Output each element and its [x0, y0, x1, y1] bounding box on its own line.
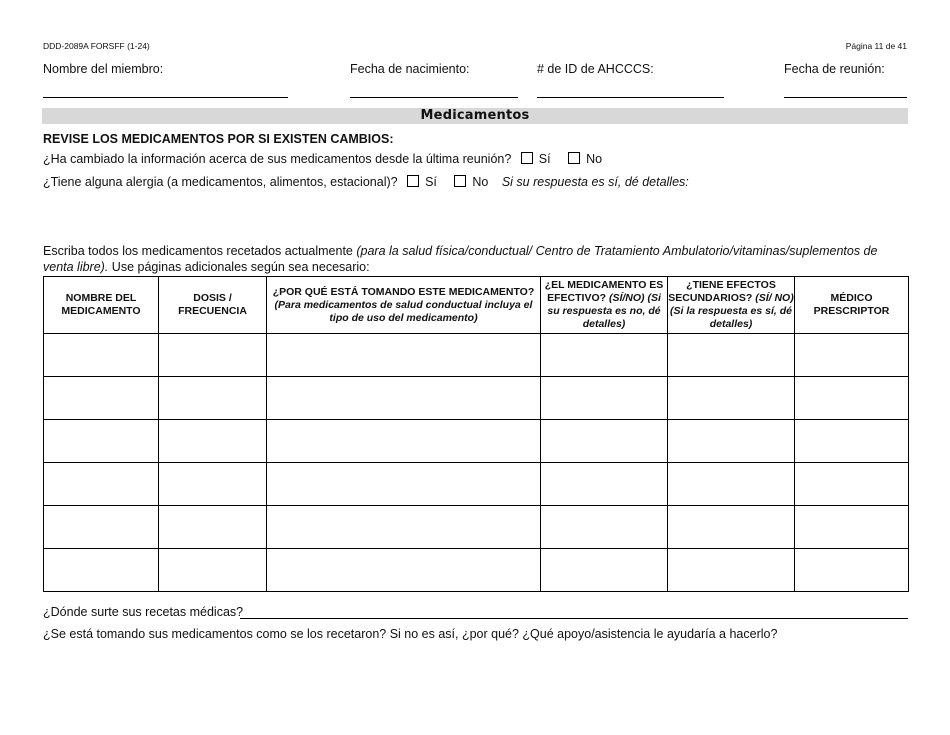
table-row — [44, 506, 909, 549]
col-header-dose — [159, 277, 267, 334]
medications-instructions — [43, 243, 903, 275]
medications-table — [43, 276, 909, 592]
question-med-changes-text: ¿Ha cambiado la información acerca de sus medicamentos desde la última reunión? — [43, 152, 512, 166]
table-cell[interactable] — [159, 377, 267, 420]
col-header-med-name — [44, 277, 159, 334]
col-header-effective — [541, 277, 668, 334]
table-cell[interactable] — [541, 463, 668, 506]
table-cell[interactable] — [44, 377, 159, 420]
table-cell[interactable] — [159, 549, 267, 592]
ahcccs-id-label: # de ID de AHCCCS: — [537, 62, 654, 76]
table-row — [44, 549, 909, 592]
table-cell[interactable] — [541, 377, 668, 420]
table-cell[interactable] — [668, 377, 795, 420]
question-allergies-text: ¿Tiene alguna alergia (a medicamentos, alimentos, estacional)? — [43, 175, 398, 189]
table-cell[interactable] — [267, 334, 541, 377]
table-row — [44, 334, 909, 377]
table-cell[interactable] — [44, 420, 159, 463]
table-cell[interactable] — [267, 506, 541, 549]
col-header-effective-text: ¿EL MEDICAMENTO ES EFECTIVO? — [544, 279, 664, 304]
dob-input[interactable] — [350, 97, 518, 98]
table-header-row — [44, 277, 909, 334]
col-header-side-effects-text: ¿TIENE EFECTOS SECUNDARIOS? — [668, 279, 776, 304]
table-cell[interactable] — [668, 420, 795, 463]
table-cell[interactable] — [668, 334, 795, 377]
table-cell[interactable] — [668, 506, 795, 549]
member-name-input[interactable] — [43, 97, 288, 98]
yes-label: Sí — [538, 152, 551, 166]
question-allergies — [43, 175, 689, 189]
no-label: No — [586, 152, 603, 166]
col-header-effective-note: (SÍ/NO) (Si su respuesta es no, dé detalles) — [547, 292, 661, 330]
col-header-prescriber — [795, 277, 909, 334]
table-cell[interactable] — [795, 463, 909, 506]
col-header-med-name-text: NOMBRE DEL MEDICAMENTO — [61, 292, 141, 317]
table-cell[interactable] — [541, 420, 668, 463]
table-cell[interactable] — [159, 463, 267, 506]
table-cell[interactable] — [795, 420, 909, 463]
table-row — [44, 420, 909, 463]
table-cell[interactable] — [795, 377, 909, 420]
allergies-yes-checkbox[interactable] — [407, 175, 419, 187]
table-row — [44, 377, 909, 420]
table-cell[interactable] — [267, 377, 541, 420]
section-title: Medicamentos — [42, 108, 908, 124]
pharmacy-input[interactable] — [240, 618, 908, 619]
col-header-prescriber-text: MÉDICO PRESCRIPTOR — [813, 292, 890, 317]
member-name-label: Nombre del miembro: — [43, 62, 164, 76]
pharmacy-question: ¿Dónde surte sus recetas médicas? — [43, 605, 244, 619]
table-cell[interactable] — [267, 463, 541, 506]
med-changes-yes-checkbox[interactable] — [521, 152, 533, 164]
table-cell[interactable] — [795, 506, 909, 549]
table-cell[interactable] — [541, 334, 668, 377]
table-cell[interactable] — [795, 549, 909, 592]
table-cell[interactable] — [267, 549, 541, 592]
table-cell[interactable] — [668, 549, 795, 592]
adherence-answer-area[interactable] — [43, 645, 908, 715]
meeting-date-input[interactable] — [784, 97, 907, 98]
allergies-detail-input[interactable] — [480, 190, 908, 230]
table-cell[interactable] — [159, 420, 267, 463]
col-header-side-effects — [668, 277, 795, 334]
allergies-no-checkbox[interactable] — [454, 175, 466, 187]
table-cell[interactable] — [541, 506, 668, 549]
table-row — [44, 463, 909, 506]
table-cell[interactable] — [44, 463, 159, 506]
meeting-date-label: Fecha de reunión: — [784, 62, 885, 76]
table-cell[interactable] — [541, 549, 668, 592]
col-header-side-effects-note: (SÍ/ NO) (Si la respuesta es sí, dé detalles) — [670, 292, 794, 330]
table-cell[interactable] — [267, 420, 541, 463]
med-changes-no-checkbox[interactable] — [568, 152, 580, 164]
instructions-prefix: Escriba todos los medicamentos recetados actualmente — [43, 244, 357, 258]
question-med-changes — [43, 152, 602, 166]
table-cell[interactable] — [795, 334, 909, 377]
col-header-reason-note: (Para medicamentos de salud conductual incluya el tipo de uso del medicamento) — [274, 298, 533, 324]
table-cell[interactable] — [44, 334, 159, 377]
col-header-dose-text: DOSIS / FRECUENCIA — [178, 292, 247, 317]
ahcccs-id-input[interactable] — [537, 97, 724, 98]
no-label: No — [472, 175, 489, 189]
table-cell[interactable] — [668, 463, 795, 506]
form-code: DDD-2089A FORSFF (1-24) — [43, 41, 150, 51]
dob-label: Fecha de nacimiento: — [350, 62, 470, 76]
review-heading: REVISE LOS MEDICAMENTOS POR SI EXISTEN CAMBIOS: — [43, 132, 394, 146]
page-number: Página 11 de 41 — [845, 41, 907, 51]
allergies-detail-prompt: Si su respuesta es sí, dé detalles: — [501, 175, 689, 189]
table-cell[interactable] — [44, 549, 159, 592]
yes-label: Sí — [425, 175, 437, 189]
col-header-reason — [267, 277, 541, 334]
adherence-question: ¿Se está tomando sus medicamentos como se los recetaron? Si no es así, ¿por qué? ¿Qué apoyo/asistencia le ayudaría a hacerlo? — [43, 627, 778, 641]
instructions-italic: (para la salud física/conductual/ Centro de Tratamiento Ambulatorio/vitaminas/suplementos de venta libre). — [43, 244, 878, 274]
table-cell[interactable] — [159, 334, 267, 377]
instructions-suffix: Use páginas adicionales según sea necesario: — [108, 260, 370, 274]
table-cell[interactable] — [44, 506, 159, 549]
col-header-reason-text: ¿POR QUÉ ESTÁ TOMANDO ESTE MEDICAMENTO? — [272, 285, 535, 298]
table-cell[interactable] — [159, 506, 267, 549]
